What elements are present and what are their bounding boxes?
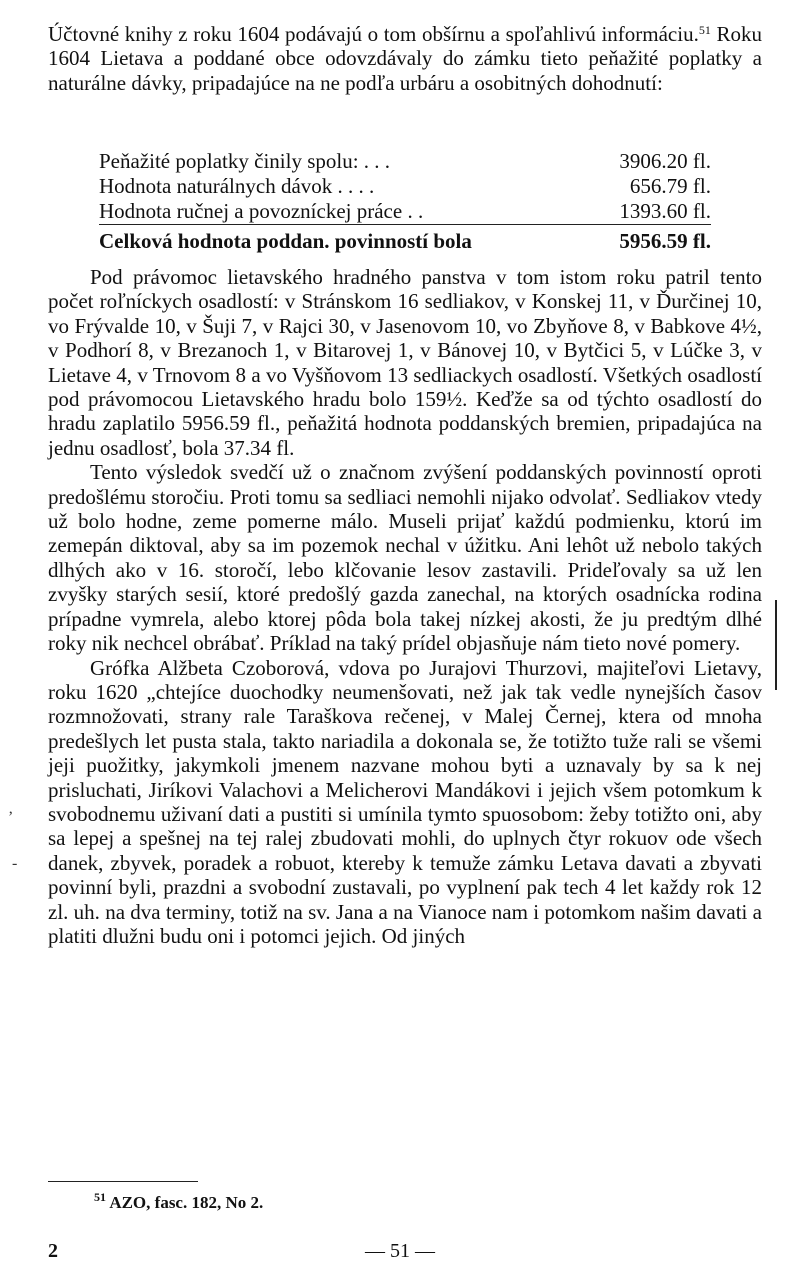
ledger-amount: 656.79 fl. bbox=[629, 174, 711, 198]
ledger-table bbox=[99, 149, 711, 254]
footnote-reference[interactable]: 51 bbox=[698, 23, 711, 37]
page-number: — 51 — bbox=[365, 1240, 435, 1262]
margin-tick: ‚ bbox=[8, 800, 14, 817]
intro-text-start: Účtovné knihy z roku 1604 podávajú o tom obšírnu a spoľahlivú informáciu. bbox=[48, 22, 699, 46]
paragraph-settlements: Pod právomoc lietavského hradného panstva v tom istom roku patril tento počet roľníckych osadlostí: v Stránskom 16 sedliakov, v Konskej 11, v Ďurčinej 10, vo Frývalde 10, v Šuji 7, v Rajci 30, v Jasenovom 10, vo Zbyňove 8, v Babkove 4½, v Podhorí 8, v Brezanoch 1, v Bitarovej 1, v Bánovej 10, v Bytčici 5, v Lúčke 3, v Lietave 4, v Trnovom 8 a vo Vyšňovom 13 sedliackych osadlostí. Všetkých osadlostí pod právomocou Lietavského hradu bolo 159½. Keďže sa od týchto osadlostí do hradu zaplatilo 5956.59 fl., peňažitá hodnota poddanských bremien, pripadajúca na jednu osadlosť, bola 37.34 fl. bbox=[48, 265, 762, 460]
body-text bbox=[48, 265, 762, 948]
paragraph-obligations: Tento výsledok svedčí už o značnom zvýšení poddanských povinností oproti predošlému storočiu. Proti tomu sa sedliaci nemohli nijako odvolať. Sedliakov vtedy už bolo hodne, zeme pomerne málo. Museli prijať každú podmienku, ktorú im zemepán diktoval, aby sa im pozemok nechal v úžitku. Ani lehôt už nebolo takých dlhých ako v 16. storočí, lebo klčovanie lesov zastavili. Prideľovaly sa už len zvyšky starých sesií, ktoré predošlý gazda zanechal, na ktorých osadnícka rodina prípadne vymrela, alebo ktorej pôda bola takej nízkej akosti, že ju predtým dlhé roky nik nechcel obrábať. Príklad na taký prídel objasňuje nám tieto nové pomery. bbox=[48, 460, 762, 656]
ledger-total-row bbox=[99, 229, 711, 254]
footnote-text: AZO, fasc. 182, No 2. bbox=[109, 1193, 264, 1212]
ledger-label: Hodnota ručnej a povozníckej práce . . bbox=[99, 199, 424, 223]
ledger-amount: 3906.20 fl. bbox=[619, 149, 711, 173]
footnote-number: 51 bbox=[94, 1190, 106, 1204]
margin-dash: - bbox=[12, 855, 18, 872]
footnote bbox=[94, 1190, 264, 1213]
ledger-label: Peňažité poplatky činily spolu: . . . bbox=[99, 149, 391, 173]
intro-text-end: Roku 1604 Lietava a poddané obce odovzdávaly do zámku tieto peňažité poplatky a naturálne dávky, pripadajúce na ne podľa urbáru a osobitných dohodnutí: bbox=[48, 22, 762, 95]
signature-mark: 2 bbox=[48, 1240, 58, 1262]
ledger-row-money bbox=[99, 149, 711, 174]
ledger-total-amount: 5956.59 fl. bbox=[619, 229, 711, 253]
ledger-label: Hodnota naturálnych dávok . . . . bbox=[99, 174, 375, 198]
margin-mark bbox=[775, 600, 777, 690]
intro-block bbox=[48, 22, 762, 95]
ledger-row-natural bbox=[99, 174, 711, 199]
paragraph-countess: Grófka Alžbeta Czoborová, vdova po Jurajovi Thurzovi, majiteľovi Lietavy, roku 1620 „chtejíce duochodky neumenšovati, než jak tak vedle nynejších časov rozmnožovati, strany rale Taraškova rečenej, v Malej Černej, ktera od mnoha predešlych let pusta stala, takto nariadila a dokonala se, že totižto tuže rali se všemi jeji puožitky, jakymkoli jmenem nazvane mohou byti a uznavaly by sa k nej prisluchati, Jiríkovi Valachovi a Melicherovi Mandákovi i jejich všem potomkum k svobodnemu uživaní dati a pustiti si umínila tymto spuosobom: žeby totižto oni, aby sa lepej a spešnej na tej ralej zbudovati mohli, do uplnych čtyr rokuov ode všech danek, zbyvek, poradek a robuot, ktereby k temuže zámku Letava davati a zbyvati povinní byli, prazdni a svobodní zustavali, po vyplnení pak tech 4 let každy rok 12 zl. uh. na dva terminy, totiž na sv. Jana a na Vianoce nam i potomkom našim davati a platiti dlužni budu oni i potomci jejich. Od jiných bbox=[48, 655, 762, 948]
ledger-row-labor bbox=[99, 199, 711, 225]
ledger-amount: 1393.60 fl. bbox=[619, 199, 711, 223]
ledger-total-label: Celková hodnota poddan. povinností bola bbox=[99, 229, 472, 253]
footnote-rule bbox=[48, 1181, 198, 1182]
intro-paragraph bbox=[48, 22, 762, 95]
